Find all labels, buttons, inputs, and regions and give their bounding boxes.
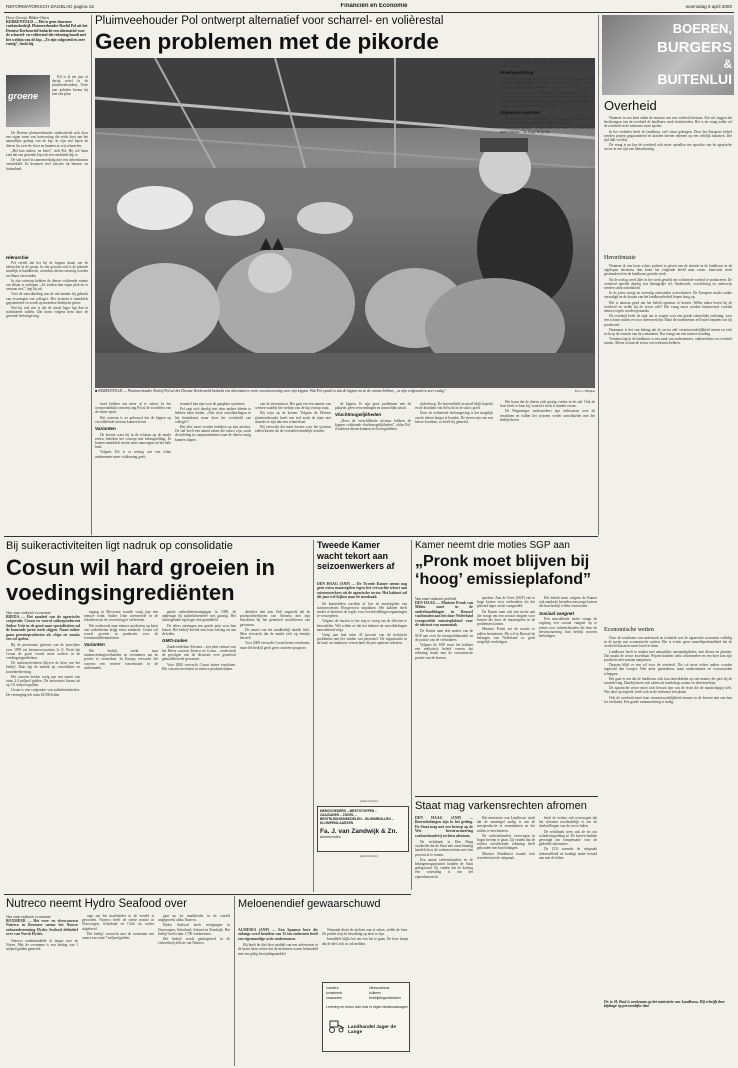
pig-story-column-9: Het komt dat de dieren zich prettig voelen in de stal. Ook de boer heeft er baat bij, want het werk is minder zwaar. De Wageningse onderzoekers zijn enthousiast over de resultaten en willen het systeem verder ontwikkelen met het bedrijfsleven. [500, 400, 595, 422]
column-divider-cosun [313, 540, 314, 892]
melo-headline: Meloenendief gewaarschuwd [238, 898, 381, 910]
column-divider-right [598, 15, 599, 535]
header-paper-page: REFORMATORISCH DAGBLAD pagina 15 [6, 4, 94, 9]
cosun-column-4: derhalve niet aan. Ook ongeacht dat de productiebedrijven van Advanta niet zijn betrokken bij het genetisch modificeren van gewassen. De omzet van het zaadbedrijf daalde licht. Men verwacht dat de markt zich op termijn herstelt. Voor 2000 verwacht Cosun betere resultaten, maar het bedrijf geeft geen concrete prognose. [240, 610, 310, 650]
inset-photo [6, 75, 50, 127]
page-header [4, 3, 734, 12]
inset-photo-word: groene [8, 91, 39, 101]
subhead-cosun-varianten: Varianten [84, 642, 105, 648]
varkens-column-1: DEN HAAG (ANP) — Boerenbelangen zijn in het geding. De Staat mag met een beroep op de Wet herstructurering varkenshouderij rechten afromen. De rechtbank in Den Haag oordeelde dat de Staat niet onrechtmatig handelt door de varkensrechten met tien procent af te romen. Een aantal varkenshouders en de belangenorganisaties hadden de Staat gedagvaard. Zij vinden dat de korting een schending is van het eigendomsrecht. [415, 816, 473, 879]
nutreco-column-3: gaat nu tot marktleider in de wereld uitgegroeid, aldus Nutreco. Hydro Seafood heeft vestigingen in Noorwegen, Schotland, Ierland en Frankrijk. Het bedrijf heeft ruim 1.700 werknemers. Het bedrijf wordt geïntegreerd in de viskwekerij divisie van Nutreco. [158, 914, 230, 946]
motie-lead: DEN HAAG — Minister Pronk van Milieu moet in de onderhandelingen in Brussel vasthouden aan het door Nederland voorgestelde emissieplafond voor de uitstoot van ammoniak. [415, 601, 473, 628]
pig-story-text-2: De Drentse pluimveehouder onderscheidt zich door een eigen vorm van huisvesting die recht doet aan het natuurlijke gedrag van de kip. In zijn stal lopen de dieren los over de vloer en kunnen ze vrij scharrelen. „Het kan anders, en beter”, stelt Pol. Hij wil laten zien dat een gezonde kip ook een rendabele kip is. De stal werd in samenwerking met een adviesbureau ontwikkeld. Er kwamen veel reacties uit binnen- en buitenland. [6, 131, 88, 171]
ad2-item-1: voeders [326, 986, 339, 990]
subhead-economische-wetten: Economische wetten [604, 627, 654, 633]
subhead-vluchtmogelijkheden: Vluchtmogelijkheden [335, 412, 382, 418]
subhead-heroriëntatie: Heroriëntatie [604, 255, 636, 261]
melo-column-2: Niemand dient de meloen aan te raken, stelde de boer. De politie riep de bevolking op alert te zijn. Inmiddels blijkt het om een list te gaan. De boer hoopt dat de dief zich zo zal melden. [322, 928, 408, 946]
subhead-slapeloze-nachten: Slapeloze nachten [500, 110, 541, 116]
ad2-item-6: bestrijdingsmiddelen [369, 996, 401, 1000]
ad2-name: Landhandel Jager de Lange [348, 1025, 396, 1035]
nutreco-headline: Nutreco neemt Hydro Seafood over [6, 898, 187, 910]
subhead-hierarchie: Hiërarchie [6, 255, 29, 260]
photo-caption-text: KERKENVELD — Pluimveehouder Roelof Pol uit het Drentse Kerkenveld bedacht een alternatieve vorm van huisvesting voor zijn kippen. Wat Pol opvalt is dat de kippen nu ze de ruimte hebben, „ze zijn volgroeid en zeer rustig”. [98, 389, 448, 393]
overheid-signoff: Dr. ir. H. Paul is werkzaam op het ministerie van Landbouw. Hij schrijft deze bijdrage op persoonlijke titel. [604, 1000, 725, 1009]
subhead-gmo-zaden: GMO-zaden [162, 638, 188, 644]
ad-jager-de-lange[interactable] [322, 982, 410, 1052]
overheid-text-1: Wanneer in een land rallen de mensen van een overheid bestaan. Dat wil zeggen dat beslissingen van de overheid de landbouw sterk beïnvloeden. Het is de vraag welke rol de overheid in de toekomst moet spelen. In het verleden heeft de landbouw veel steun gekregen. Door het Europese beleid werden prijzen gegarandeerd en konden boeren rekenen op een redelijk inkomen. Die tijd lijkt voorbij. De vraag is nu hoe de overheid zich moet opstellen ten opzichte van de agrarische sector in een tijd van liberalisering. [604, 116, 732, 152]
seizoen-headline: Tweede Kamer wacht tekort aan seizoenwerkers af [317, 540, 395, 571]
ad2-item-2: kunstmest [326, 991, 342, 995]
nutreco-lead: BOXMEER — Het voer- en vleesconcern Nutreco in Boxmeer neemt het Noorse zalmonderneming Hydro Seafood definitief over van Norsk Hydro. [6, 919, 78, 937]
melo-lead: ALMERIA (ANP) — Een Spaanse boer die onlangs werd bestolen van 15 ton meloenen heeft een eigenaardige actie ondernomen. [238, 928, 318, 941]
corner-word-4: BUITENLUI [657, 71, 732, 87]
ad1-label-bottom: (Advertentie) [360, 854, 378, 858]
pig-story-headline: Geen problemen met de pikorde [95, 29, 439, 54]
pig-story-headline-pre: Pluimveehouder Pol ontwerpt alternatief voor scharrel- en volièrestal [95, 15, 444, 27]
ad2-note: Levering en beurs aan huis in eigen landbouwwagen [326, 1005, 408, 1009]
subhead-varianten: Varianten [95, 426, 116, 432]
ad2-item-3: zaaizaden [326, 996, 342, 1000]
column-divider-melo [234, 896, 235, 1066]
cosun-kicker: Bij suikeractiviteiten ligt nadruk op consolidatie [6, 540, 233, 552]
varkens-lead: DEN HAAG (ANP) — Boerenbelangen zijn in het geding. De Staat mag met een beroep op de Wet herstructurering varkenshouderij rechten afromen. [415, 816, 473, 838]
seizoen-column-1: DEN HAAG (ANP) — De Tweede Kamer neemt nog geen extra maatregelen tegen het verwachte tekort aan seizoenwerkers uit de agrarische sector. Het kabinet zal dit jaar wel kijken naar de noodzaak. De kamerleden wachten af hoe de maatregelen van staatssecretaris Hoogervorst uitpakken. Het kabinet heeft eerder al besloten de regels voor tewerkstellingsvergunningen te versoepelen. Volgens de fracties is het nog te vroeg om de effecten te beoordelen. Wel willen ze dat het kabinet de ontwikkelingen nauwlettend volgt. Vorig jaar had ruim 45 procent van de bedrijven problemen met het vinden van personeel. De organisaties in de land- en tuinbouw verwachten dit jaar opnieuw tekorten. [317, 582, 407, 646]
nutreco-column-2: uige om het marktleider in de wereld is geworden. Nutreco heeft de sterke positie in Noorwegen, Schotland en Chili nu verder uitgebreid. Het bedrijf verwacht met de overname een omzet van ruim 7 miljard gulden. [82, 914, 154, 941]
row-rule-varkens [415, 796, 598, 797]
column-divider [91, 15, 92, 535]
melo-column-1: ALMERIA (ANP) — Een Spaanse boer die onlangs werd bestolen van 15 ton meloenen heeft een eigenaardige actie ondernomen. Hij heeft de dief door middel van een advertentie in de krant laten weten dat de meloenen waren behandeld met een giftig bestrijdingsmiddel. [238, 928, 318, 956]
corner-word-2: BURGERS [656, 39, 732, 56]
ad1-name: Fa. J. van Zandwijk & Zn. [320, 828, 398, 835]
cosun-column-2: ingang in Mexicana waaide vorig jaar een nieuwe wind. Suiker Unie investeerde in de fabrieken om de verwerking te verbeteren. Het onderzoek naar nieuwe producten op basis van suikerbieten krijgt extra aandacht. Cosun wil vooral groeien in producten voor de levensmiddelenindustrie. Varianten Het bedrijf zoekt naar samenwerkingsverbanden en overnames om de positie te versterken. In Europa verwacht het concern een verdere concentratie in de suikermarkt. [84, 610, 158, 670]
subhead-sociaal-vangnet: Sociaal vangnet [539, 610, 574, 616]
ad2-item-5: kuikens [369, 991, 381, 995]
pig-story-column-4: van de stroomstoot. Het gaat om een manier van werken waarbij het welzijn van de kip voorop staat. Hij wijst op de kosten. Volgens de Drentse pluimveehouder hoeft een stal zoals de zijne niet duurder te zijn dan een scharrelstal. Hij verwacht dat meer boeren voor het systeem zullen kiezen als de voordelen duidelijk worden. [255, 402, 331, 434]
nutreco-column-1: Van onze redactie economie BOXMEER — Het voer- en vleesconcern Nutreco in Boxmeer neemt het Noorse zalmonderneming Hydro Seafood definitief over van Norsk Hydro. Nutreco onderhandelde al langer met de Noren. Met de overname is een bedrag van 1 miljard gulden gemoeid. [6, 914, 78, 952]
ad1-line-1: MENGVOEDERS – MESTSTOFFEN – [320, 809, 377, 813]
subhead-proefopstelling: Proefopstelling [500, 70, 534, 76]
pig-story-byline: Door Geertje Bikker-Otten [6, 15, 50, 20]
pig-story-text-1: Pol is al ten jaar of dertig actief in de pluimveehouderij. Twee jaar geleden kwam hij met een plan. [52, 75, 88, 96]
varkens-column-3: heeft de rechter ook overwogen dat het afromen noodzakelijk is om de doelstellingen van de wet te halen. De rechtbank wees ook de eis om schadevergoeding af. De boeren hadden gevraagd om compensatie voor de gederfde inkomsten. De LTO noemde de uitspraak teleurstellend en kondigt nader beraad aan met de leden. [539, 816, 597, 860]
nutreco-byline: Van onze redactie economie [6, 914, 51, 919]
overheid-text-2: Wanneer ik een korte schets probeer te geven van de situatie in de landbouw in de afgelopen decennia, dan komt het volgende beeld naar voren. Innovatie werd gestimuleerd en de landbouw groeide sterk. Na de oorlog werd alles in het werk gesteld om voldoende voedsel te produceren. De overheid speelde daarbij een belangrijke rol. Onderzoek, voorlichting en onderwijs werden sterk ontwikkeld. In de jaren zestig en zeventig ontstonden overschotten. De Europese markt raakte verzadigd en de kosten van het landbouwbeleid liepen hoog op. Het is daarom goed om het beleid opnieuw te bezien. Welke taken horen bij de overheid en welke bij de sector zelf? Die vraag moet worden beantwoord voordat nieuwe regels worden gemaakt. De overheid heeft de taak om te zorgen voor een goede ruimtelijke ordening, voor een schoon milieu en voor dierenwelzijn. Maar de ondernemer zelf moet bepalen wat hij produceert. Daarnaast is het van belang dat de sector zelf verantwoordelijkheid neemt en zich richt op de wensen van de consument. Dat vraagt om een nieuwe houding. Vernieuwing in de landbouw is een zaak van ondernemers, onderzoekers en overheid samen. Alleen zo kan de sector een toekomst hebben. [604, 264, 732, 346]
seizoen-lead: DEN HAAG (ANP) — De Tweede Kamer neemt nog geen extra maatregelen tegen het verwachte tekort aan seizoenwerkers uit de agrarische sector. Het kabinet zal dit jaar wel kijken naar de noodzaak. [317, 582, 407, 600]
varkens-column-2: Het ministerie van Landbouw vindt dat de maatregel nodig is om de mestproductie te verminderen en het milieu te beschermen. De varkenshouders overwegen in hoger beroep te gaan. Zij vinden dat de rechter onvoldoende rekening heeft gehouden met hun belangen. Minister Brinkhorst toonde zich tevreden met de uitspraak. [477, 816, 535, 860]
pig-story-column-2: hoed hebben om meer af te zetten. In het oorspronkelijke ontwerp zag Pol al de voordelen van de ruime opzet. Het systeem is zo gebouwd dat de kippen op verschillende niveaus kunnen leven. Varianten De boeren waar hij in de schuren op de markt zetten, bekeken het concept met belangstelling. Er komen inmiddels steeds meer aanvragen uit het hele land. Volgens Pol is er weinig wat een echte ondernemer meer voldoening geeft. [95, 402, 171, 459]
overheid-text-3: Door de resultaten van onderzoek en techniek was de agrarische economie volledig in de greep van economische wetten. Het is echter geen vanzelfsprekendheid dat de overheid dan niets meer hoeft te doen. Landbouw heeft te maken met natuurlijke omstandigheden, met dieren en planten. Dat maakt de sector kwetsbaar. Prijzen kunnen sterk schommelen en een boer kan zijn productie niet zomaar aanpassen. Daarom blijft er een rol voor de overheid. Die rol moet echter anders worden ingevuld dan vroeger. Niet meer garanderen, maar ondersteunen en voorwaarden scheppen. Het gaat er om dat de landbouw zich kan ontwikkelen op een manier die past bij de samenleving. Daarbij horen ook zaken als landschap, natuur en dierenwelzijn. De agrarische sector moet zich bewust zijn van de eisen die de maatschappij stelt. Wie daar op inspeelt, heeft ook in de toekomst een plaats. Ook de overheid moet haar verantwoordelijkheid nemen en de boeren niet aan hun lot overlaten. Een goede samenwerking is nodig. [604, 636, 732, 704]
tractor-icon [326, 1019, 346, 1033]
ad1-label: (Advertentie) [360, 799, 378, 803]
varkens-headline: Staat mag varkensrechten afromen [415, 800, 587, 812]
pig-story-column-1 [6, 15, 88, 535]
motie-column-3: Het beleid moet volgens de Kamer ook aandacht besteden aan jonge boeren die hun bedrijf willen voortzetten. Sociaal vangnet Een aanvullende motie vraagt de regering een sociaal vangnet op te zetten voor varkenshouders die door de herstructurering hun bedrijf moeten beëindigen. [539, 596, 597, 638]
motie-kicker: Kamer neemt drie moties SGP aan [415, 540, 570, 551]
cosun-column-3: gende suikerbietencampagne in 1999, de opbrengst bij suikerbietenteler was gunstig. Het suikergehalte lag hoger dan gemiddeld. De telers ontvingen een goede prijs voor hun bieten. Het bedrijf keerde een extra toeslag uit aan de leden. GMO-zaden Zaadveredelaar Advanta – een joint venture van het Britse concern Zeneca en Cosun – ondervindt de gevolgen van de discussie over genetisch gemodificeerde gewassen. Voor 2000 verwacht Cosun betere resultaten. Het concern investeert in nieuwe productielijnen. [162, 610, 236, 671]
column-divider-kamer [411, 540, 412, 890]
motie-column-1: Van onze redactie politiek DEN HAAG — Minister Pronk van Milieu moet in de onderhandelingen in Brussel vasthouden aan het door Nederland voorgestelde emissieplafond voor de uitstoot van ammoniak. De Kamer nam drie moties van de SGP aan over de mestproblematiek en de positie van de veehouders. Volgens de SGP moet het kabinet een realistisch beleid voeren dat rekening houdt met de economische positie van de boeren. [415, 596, 473, 660]
corner-word-3: & [723, 57, 732, 71]
photo-credit: Foto: J. Heijman [574, 389, 595, 393]
cosun-column-1: Van onze redactie economie BREDA — Het aandeel van de agrarische coöperatie Cosun en vooral suikerproducent Suiker Unie in de groei naar specialiteiten zal de komende jaren sterk stijgen. Naast suiker gaan groenteproducten als chips en snacks een rol spelen. Bij de presentatie gisteren van de jaarcijfers over 1999 zei bestuursvoorzitter Ir. E. Pietri dat Cosun de groei vooral moet zoeken in de voedingsingrediënten. De suikeractiviteiten blijven de kern van het bedrijf. Daar ligt de nadruk op consolidatie en kostenbeheersing. Het concern boekte vorig jaar een omzet van ruim 2,4 miljard gulden. De nettowinst kwam uit op 111 miljoen gulden. Cosun is een coöperatie van suikerbietentelers. De vereniging telt ruim 18.000 leden. [6, 610, 80, 697]
ad1-sub: Ammerzoden [320, 835, 341, 839]
motie-column-2: spreken. Aan de Vries (SGP) ziet te hoge kosten voor veehouders als het plafond lager wordt vastgesteld. De Kamer nam ook een motie aan die vraagt om een sociaal vangnet voor boeren die door de maatregelen in de problemen komen. Minister Pronk zei de moties te zullen bestuderen. Hij wil in Brussel de belangen van Nederland zo goed mogelijk verdedigen. [477, 596, 535, 645]
corner-graphic [602, 15, 734, 95]
ad1-line-4: KLOMPEN/LAARZEN [320, 821, 354, 825]
ad2-item-4: vleesvarkens [369, 986, 390, 990]
header-date: woensdag 5 april 2000 [685, 4, 732, 9]
corner-word-1: BOEREN, [672, 21, 732, 36]
pig-story-text-3: Pol vertelt dat het bij de kippen draait om de hiërarchie in de groep. In een gewone stal is de pikorde moeilijk te handhaven, waardoor dieren onrustig worden en elkaar verwonden. In zijn ontwerp hebben de dieren voldoende ruimte om elkaar te ontlopen. „Ze zoeken hun eigen plek en er ontstaat rust”, legt hij uit. Voor de ontwikkeling van de stal maakte hij gebruik van ervaringen van collega's. Het systeem is inmiddels gepatenteerd en wordt op meerdere bedrijven getest. Wat hij ook ziet is dat de uitval lager ligt dan in traditionele stallen. Dat komt volgens hem door de gezonde leefomgeving. [6, 261, 88, 319]
motie-byline: Van onze redactie politiek [415, 596, 457, 601]
caption-bullet-icon: ■ [95, 389, 99, 393]
header-rule [4, 12, 734, 13]
motie-headline: „Pronk moet blijven bij ‘hoog’ emissieplafond” [415, 553, 592, 588]
row-rule-middle [4, 536, 598, 537]
overheid-title: Overheid [604, 98, 657, 113]
pig-story-column-5: de kippen. Er zijn geen problemen met de pikorde, geen verwondingen en nauwelijks uitval. Vluchtmogelijkheden „Door de verschillende niveaus hebben de kippen voldoende vluchtmogelijkheden”, aldus Pol. Zwakkere dieren kunnen zich terugtrekken. [335, 402, 411, 432]
cosun-lead: BREDA — Het aandeel van de agrarische coöperatie Cosun en vooral suikerproducent Suiker Unie in de groei naar specialiteiten zal de komende jaren sterk stijgen. Naast suiker gaan groenteproducten als chips en snacks een rol spelen. [6, 615, 80, 642]
row-rule-nutreco [4, 894, 411, 895]
pig-story-column-6: tijdverloop. De hoeveelheid strooisel blijft beperkt en de kwaliteit van de lucht in de stal is goed. Door de verbeterde leefomgeving is het mogelijk om de dieren langer te houden. De eieren zijn van een betere kwaliteit, zo heeft hij gemerkt. [415, 402, 493, 424]
pig-story-text-right: tussen. „Dan is de kip er ook niet meer zo rustig, dan gaat het mis”, zegt hij. Proefopstelling In eerste instantie werd het systeem op kleine schaal in een proefstal uitgeprobeerd. De resultaten waren zo goed dat Pol besloot een grote stal te bouwen. De proef werd door de Wageningse onderzoekers gevolgd. Zij keken naar het gedrag, het welzijn en de productie van de kippen. De resultaten waren positief. De kippen bleken gezonder en rustiger te zijn dan in traditionele stallen. Slapeloze nachten Pol heeft over de ontwikkeling ook slapeloze nachten gehad. „Het was een groot risico, alles stond op het spel.” Toch zette hij door. „Ik geloofde in het idee en ik wist dat het moest lukken.” Nu krijgt hij gelijk. [500, 60, 595, 135]
ad1-line-2: ZAAIZADEN – ZUIVEL – [320, 813, 358, 817]
header-section: Financiën en Economie [340, 3, 408, 9]
pig-story-column-3: ternatief kan zijn voor de gangbare systemen. Pol zegt zich daarbij niet door andere ideeën te hebben laten leiden. „Niet door ontwikkelingen in het buitenland, maar door het voorbeeld van collega's”. Het idee moet worden bekeken op zijn merites. De stal heeft een aantal zaken die nieuw zijn, zoals de indeling in compartimenten waar de dieren rustig kunnen slapen. [175, 402, 251, 442]
ad-zandwijk[interactable] [317, 806, 409, 852]
cosun-headline: Cosun wil hard groeien in voedingsingrediënten [6, 555, 275, 605]
ad1-line-3: BESTRIJDINGSMIDDELEN – BLOEMBOLLEN – [320, 817, 394, 821]
pig-story-lead: KERKENVELD — Het is geen doorsnee varkensbedrijf. Pluimveehouder Roelof Pol uit het Drentse Kerkenveld bedacht een alternatief voor de scharrel- en volièrestal die rekening houdt met het welzijn van de kip. „Ze zijn volgroeid en zeer rustig”, vindt hij. [6, 20, 88, 47]
cosun-byline: Van onze redactie economie [6, 610, 51, 615]
